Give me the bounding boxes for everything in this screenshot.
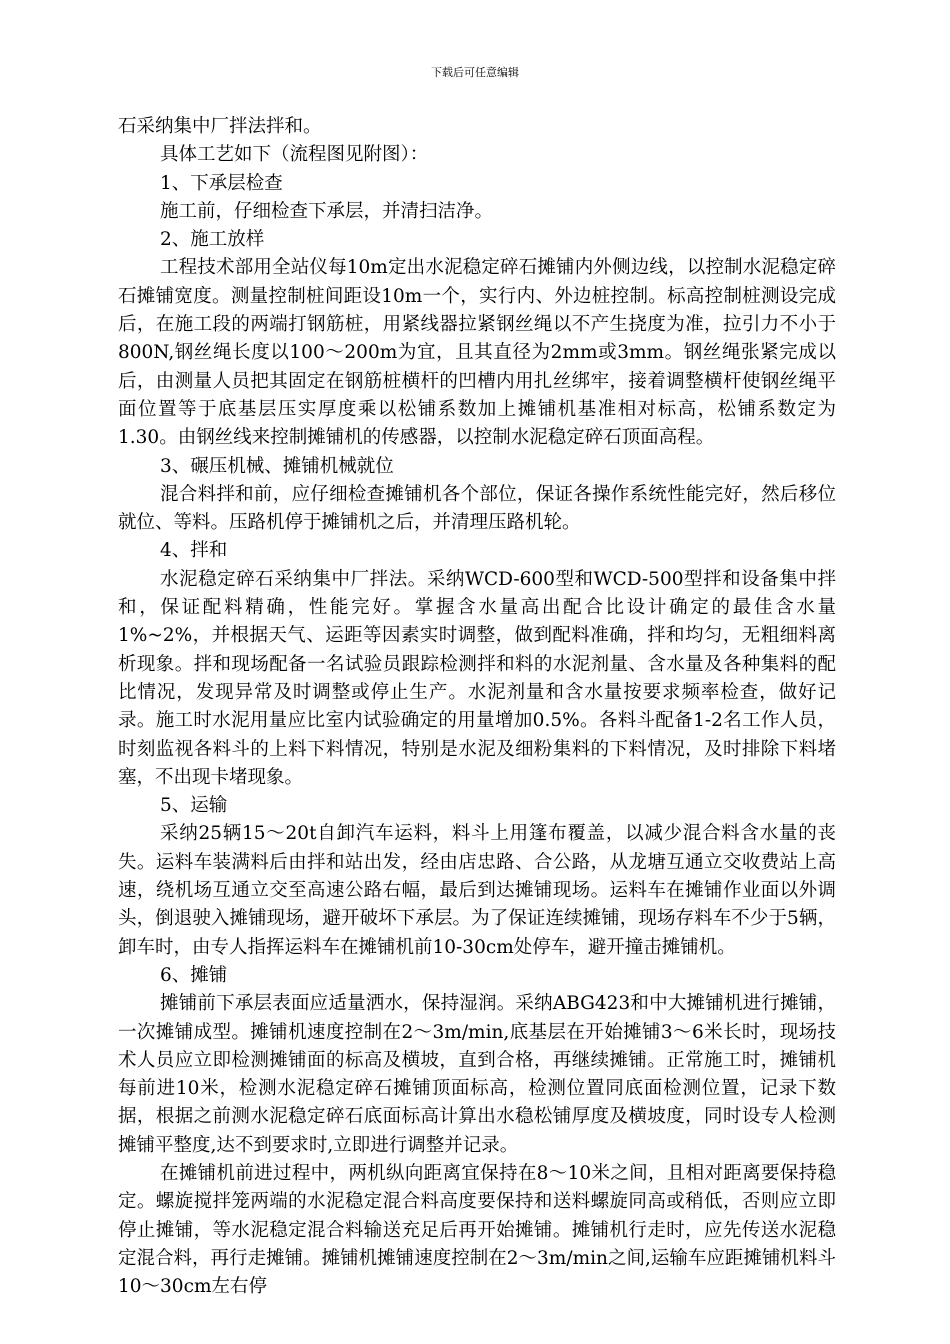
paragraph: 3、碾压机械、摊铺机械就位 <box>160 455 394 477</box>
paragraph: 1、下承层检查 <box>160 172 283 194</box>
document-body <box>118 113 836 1301</box>
paragraph: 2、施工放样 <box>160 229 265 251</box>
paragraph: 水泥稳定碎石采纳集中厂拌法。采纳WCD-600型和WCD-500型拌和设备集中拌和，保证配料精确，性能完好。掌握含水量高出配合比设计确定的最佳含水量1%~2%，并根据天气、运距等因素实时调整，做到配料准确，拌和均匀，无粗细料离析现象。拌和现场配备一名试验员跟踪检测拌和料的水泥剂量、含水量及各种集料的配比情况，发现异常及时调整或停止生产。水泥剂量和含水量按要求频率检查，做好记录。施工时水泥用量应比室内试验确定的用量增加0.5%。各料斗配备1-2名工作人员，时刻监视各料斗的上料下料情况，特别是水泥及细粉集料的下料情况，及时排除下料堵塞，不出现卡堵现象。 <box>118 568 836 788</box>
paragraph: 摊铺前下承层表面应适量洒水，保持湿润。采纳ABG423和中大摊铺机进行摊铺，一次摊铺成型。摊铺机速度控制在2～3m/min,底基层在开始摊铺3～6米长时，现场技术人员应立即检测摊铺面的标高及横坡，直到合格，再继续摊铺。正常施工时，摊铺机每前进10米，检测水泥稳定碎石摊铺顶面标高，检测位置同底面检测位置，记录下数据，根据之前测水泥稳定碎石底面标高计算出水稳松铺厚度及横坡度，同时设专人检测摊铺平整度,达不到要求时,立即进行调整并记录。 <box>118 993 836 1156</box>
page-header: 下载后可任意编辑 <box>431 66 519 79</box>
paragraph: 采纳25辆15～20t自卸汽车运料，料斗上用篷布覆盖，以减少混合料含水量的丧失。运料车装满料后由拌和站出发，经由店忠路、合公路，从龙塘互通立交收费站上高速，绕机场互通立交至高速公路右幅，最后到达摊铺现场。运料车在摊铺作业面以外调头，倒退驶入摊铺现场，避开破坏下承层。为了保证连续摊铺，现场存料车不少于5辆，卸车时，由专人指挥运料车在摊铺机前10-30cm处停车，避开撞击摊铺机。 <box>118 823 836 958</box>
paragraph: 具体工艺如下（流程图见附图）： <box>160 144 429 166</box>
paragraph: 6、摊铺 <box>160 964 228 986</box>
paragraph: 施工前，仔细检查下承层，并清扫洁净。 <box>160 200 494 222</box>
paragraph: 石采纳集中厂拌法拌和。 <box>118 116 322 137</box>
paragraph: 工程技术部用全站仪每10m定出水泥稳定碎石摊铺内外侧边线，以控制水泥稳定碎石摊铺宽度。测量控制桩间距设10m一个，实行内、外边桩控制。标高控制桩测设完成后，在施工段的两端打钢筋桩，用紧线器拉紧钢丝绳以不产生挠度为准，拉引力不小于800N,钢丝绳长度以100～200m为宜，且其直径为2mm或3mm。钢丝绳张紧完成以后，由测量人员把其固定在钢筋桩横杆的凹槽内用扎丝绑牢，接着调整横杆使钢丝绳平面位置等于底基层压实厚度乘以松铺系数加上摊铺机基准相对标高，松铺系数定为1.30。由钢丝线来控制摊铺机的传感器，以控制水泥稳定碎石顶面高程。 <box>118 257 836 449</box>
paragraph: 混合料拌和前，应仔细检查摊铺机各个部位，保证各操作系统性能完好，然后移位就位、等料。压路机停于摊铺机之后，并清理压路机轮。 <box>118 483 836 534</box>
paragraph: 在摊铺机前进过程中，两机纵向距离宜保持在8～10米之间，且相对距离要保持稳定。螺旋搅拌笼两端的水泥稳定混合料高度要保持和送料螺旋同高或稍低，否则应立即停止摊铺，等水泥稳定混合料输送充足后再开始摊铺。摊铺机行走时，应先传送水泥稳定混合料，再行走摊铺。摊铺机摊铺速度控制在2～3m/min之间,运输车应距摊铺机料斗10～30cm左右停 <box>118 1162 836 1298</box>
paragraph: 5、运输 <box>160 795 228 817</box>
paragraph: 4、拌和 <box>160 540 228 562</box>
